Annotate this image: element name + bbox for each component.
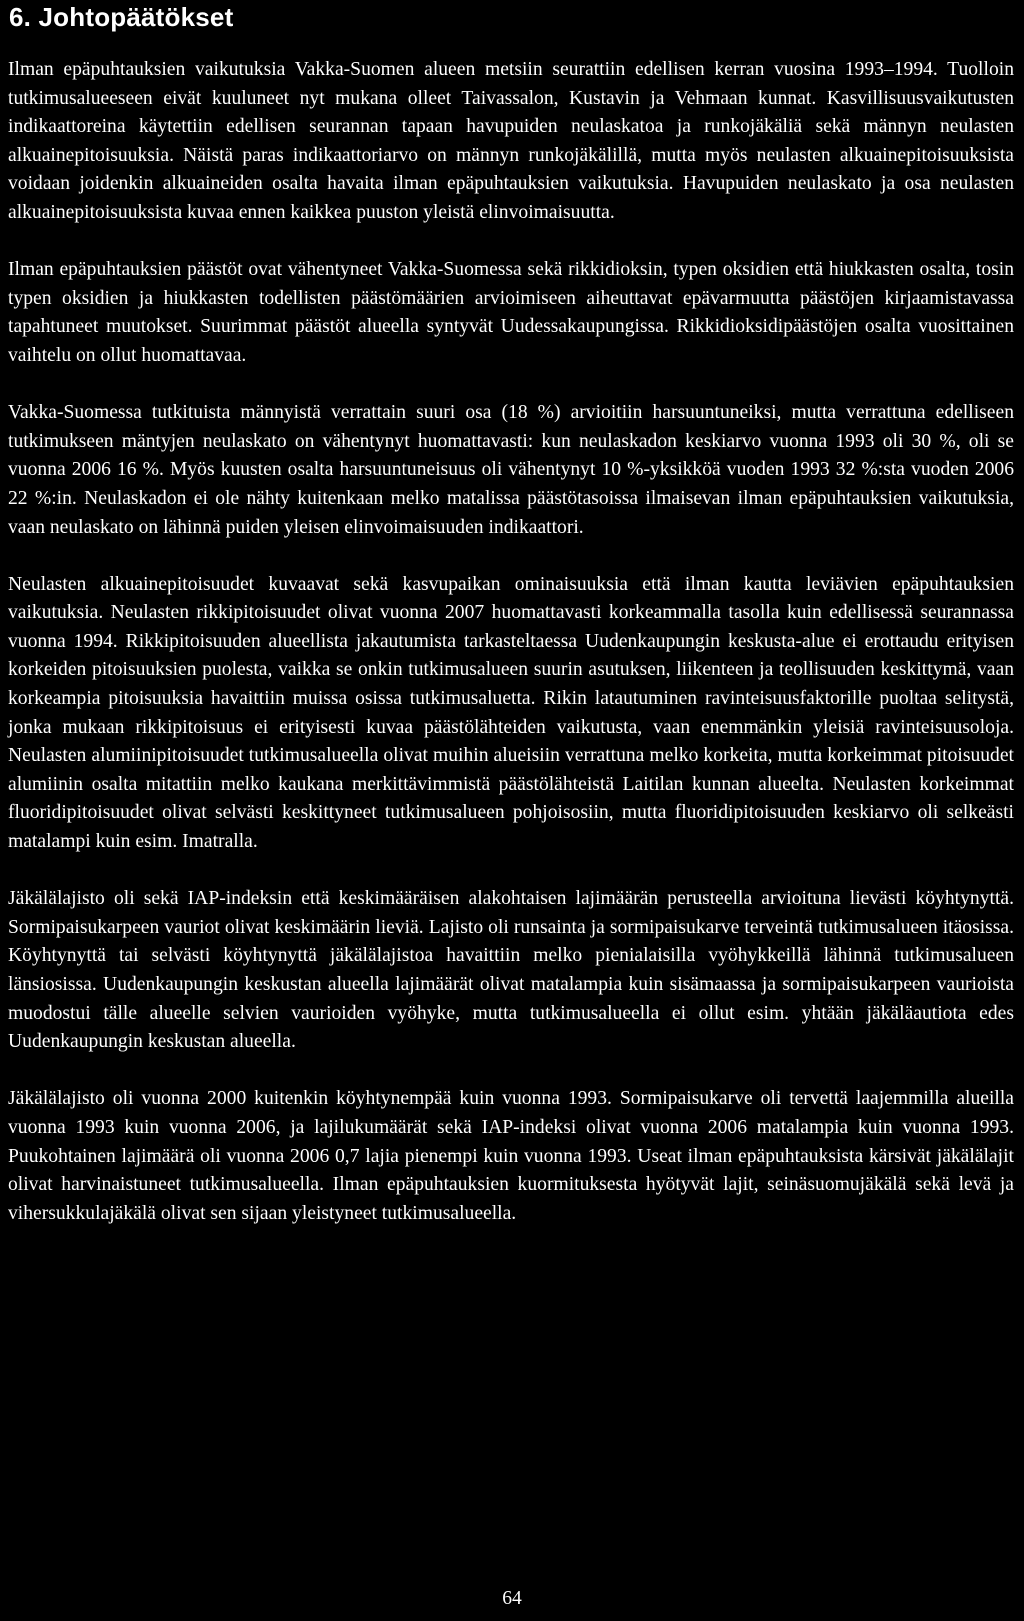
paragraph-1: Ilman epäpuhtauksien vaikutuksia Vakka-Suomen alueen metsiin seurattiin edellisen kerran vuosina 1993–1994. Tuolloin tutkimusalueeseen eivät kuuluneet nyt mukana olleet Taivassalon, Kustavin ja Vehmaan kunnat. Kasvillisuusvaikutusten indikaattoreina käytettiin edellisen seurannan tapaan havupuiden neulaskatoa ja runkojäkäliä sekä männyn neulasten alkuainepitoisuuksia. Näistä paras indikaattoriarvo on männyn runkojäkälillä, mutta myös neulasten alkuainepitoisuuksista voidaan joidenkin alkuaineiden osalta havaita ilman epäpuhtauksien vaikutuksia. Havupuiden neulaskato ja osa neulasten alkuainepitoisuuksista kuvaa ennen kaikkea puuston yleistä elinvoimaisuutta. [8, 59, 1014, 223]
paragraph-4: Neulasten alkuainepitoisuudet kuvaavat sekä kasvupaikan ominaisuuksia että ilman kautta leviävien epäpuhtauksien vaikutuksia. Neulasten rikkipitoisuudet olivat vuonna 2007 huomattavasti korkeammalla tasolla kuin edellisessä seurannassa vuonna 1994. Rikkipitoisuuden alueellista jakautumista tarkasteltaessa Uudenkaupungin keskusta-alue ei erottaudu erityisen korkeiden pitoisuuksien puolesta, vaikka se onkin tutkimusalueen suurin asutuksen, liikenteen ja teollisuuden keskittymä, vaan korkeampia pitoisuuksia havaittiin muissa osissa tutkimusaluetta. Rikin latautuminen ravinteisuusfaktorille puoltaa selitystä, jonka mukaan rikkipitoisuus ei erityisesti kuvaa päästölähteiden vaikutusta, vaan enemmänkin yleisiä ravinteisuusoloja. Neulasten alumiinipitoisuudet tutkimusalueella olivat muihin alueisiin verrattuna melko korkeita, mutta korkeimmat pitoisuudet alumiinin osalta mitattiin melko kaukana merkittävimmistä päästölähteistä Laitilan kunnan alueelta. Neulasten korkeimmat fluoridipitoisuudet olivat selvästi keskittyneet tutkimusalueen pohjoisosiin, mutta fluoridipitoisuuden keskiarvo oli selkeästi matalampi kuin esim. Imatralla. [8, 573, 1014, 853]
page-number: 64 [502, 1588, 522, 1609]
paragraph-2: Ilman epäpuhtauksien päästöt ovat vähentyneet Vakka-Suomessa sekä rikkidioksin, typen oksidien että hiukkasten osalta, tosin typen oksidien ja hiukkasten todellisten päästömäärien arvioimiseen aiheuttavat epävarmuutta päästöjen kirjaamistavassa tapahtuneet muutokset. Suurimmat päästöt alueella syntyvät Uudessakaupungissa. Rikkidioksidipäästöjen osalta vuosittainen vaihtelu on ollut huomattavaa. [8, 259, 1014, 366]
body-text [8, 56, 1014, 1228]
paragraph-3: Vakka-Suomessa tutkituista männyistä verrattain suuri osa (18 %) arvioitiin harsuuntuneiksi, mutta verrattuna edelliseen tutkimukseen mäntyjen neulaskato on vähentynyt huomattavasti: kun neulaskadon keskiarvo vuonna 1993 oli 30 %, oli se vuonna 2006 16 %. Myös kuusten osalta harsuuntuneisuus oli vähentynyt 10 %-yksikköä vuoden 1993 32 %:sta vuoden 2006 22 %:in. Neulaskadon ei ole nähty kuitenkaan melko matalissa päästötasoissa ilmaisevan ilman epäpuhtauksien vaikutuksia, vaan neulaskato on lähinnä puiden yleisen elinvoimaisuuden indikaattori. [8, 402, 1014, 538]
section-heading: 6. Johtopäätökset [9, 2, 234, 32]
paragraph-6: Jäkälälajisto oli vuonna 2000 kuitenkin köyhtynempää kuin vuonna 1993. Sormipaisukarve oli tervettä laajemmilla alueilla vuonna 1993 kuin vuonna 2006, ja lajilukumäärät sekä IAP-indeksi olivat vuonna 2006 matalampia kuin vuonna 1993. Puukohtainen lajimäärä oli vuonna 2006 0,7 lajia pienempi kuin vuonna 1993. Useat ilman epäpuhtauksista kärsivät jäkälälajit olivat harvinaistuneet tutkimusalueella. Ilman epäpuhtauksien kuormituksesta hyötyvät lajit, seinäsuomujäkälä sekä levä ja vihersukkulajäkälä olivat sen sijaan yleistyneet tutkimusalueella. [8, 1088, 1014, 1224]
paragraph-5: Jäkälälajisto oli sekä IAP-indeksin että keskimääräisen alakohtaisen lajimäärän perusteella arvioituna lievästi köyhtynyttä. Sormipaisukarpeen vauriot olivat keskimäärin lieviä. Lajisto oli runsainta ja sormipaisukarve terveintä tutkimusalueen itäosissa. Köyhtynyttä tai selvästi köyhtynyttä jäkälälajistoa havaittiin melko pienialaisilla vyöhykkeillä lähinnä tutkimusalueen länsiosissa. Uudenkaupungin keskustan alueella lajimäärät olivat matalampia kuin sisämaassa ja sormipaisukarpeen vaurioista muodostui tälle alueelle selvien vaurioiden vyöhyke, mutta tutkimusalueella ei ollut esim. yhtään jäkäläautiota edes Uudenkaupungin keskustan alueella. [8, 888, 1014, 1053]
